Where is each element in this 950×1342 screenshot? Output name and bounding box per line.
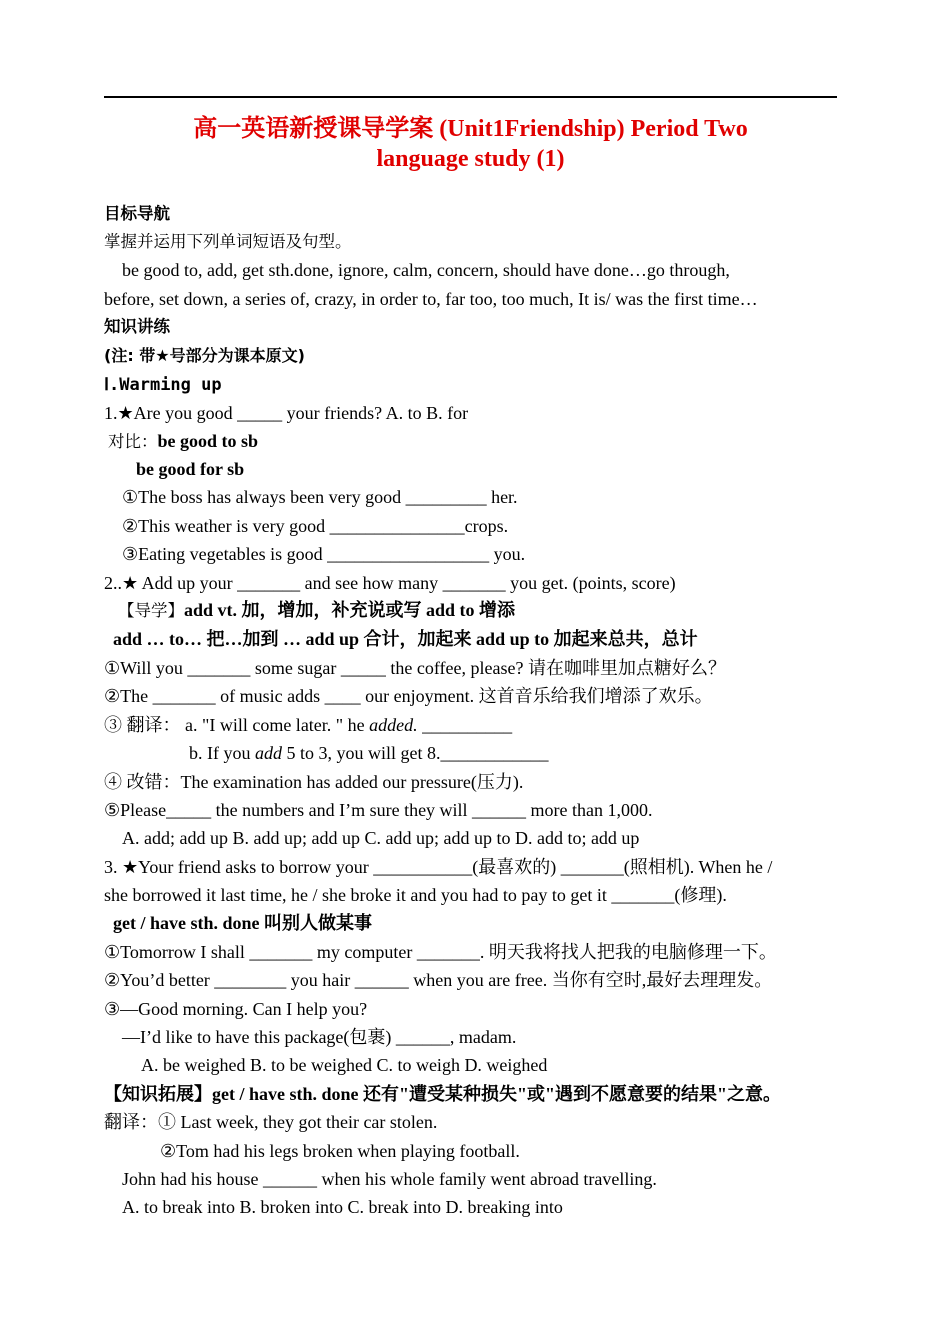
- q2-item-b: ②The _______ of music adds ____ our enjoyment. 这首音乐给我们增添了欢乐。: [104, 686, 713, 706]
- translate-options: A. to break into B. broken into C. break into D. breaking into: [122, 1197, 563, 1217]
- compare-phrase-1: be good to sb: [157, 431, 259, 451]
- section-goal-heading: 目标导航: [104, 204, 170, 223]
- note-text: (注: 带★号部分为课本原文): [104, 346, 305, 365]
- q3-options: A. be weighed B. to be weighed C. to weigh D. weighed: [141, 1055, 548, 1075]
- guide-line-2: add … to… 把…加到 … add up 合计，加起来 add up to 加起来总共，总计: [113, 629, 698, 649]
- guide-bracket: 【导学】: [118, 601, 184, 620]
- question-3-line-1: 3. ★Your friend asks to borrow your ___________(最喜欢的) _______(照相机). When he /: [104, 857, 773, 877]
- compare-phrase-2: be good for sb: [136, 459, 245, 479]
- guide-line: [118, 599, 515, 622]
- section-knowledge-heading: 知识讲练: [104, 317, 170, 336]
- title-line-1: 高一英语新授课导学案 (Unit1Friendship) Period Two: [193, 116, 748, 142]
- question-2: 2..★ Add up your _______ and see how many _______ you get. (points, score): [104, 573, 676, 593]
- q2-item-a: ①Will you _______ some sugar _____ the coffee, please? 请在咖啡里加点糖好么？: [104, 658, 726, 678]
- translate-item-3: John had his house ______ when his whole family went abroad travelling.: [122, 1169, 657, 1189]
- guide-text: add vt. 加，增加，补充说或写 add to 增添: [184, 600, 516, 620]
- translate-item-1: 翻译：① Last week, they got their car stolen.: [104, 1112, 438, 1132]
- goal-text: 掌握并运用下列单词短语及句型。: [104, 232, 352, 251]
- translate-item-2: ②Tom had his legs broken when playing football.: [160, 1141, 520, 1161]
- q2-item-c: [104, 714, 512, 736]
- title-line-2: language study (1): [376, 146, 565, 172]
- knowledge-extension: 【知识拓展】get / have sth. done 还有"遭受某种损失"或"遇到不愿意要的结果"之意。: [104, 1084, 781, 1104]
- question-1: 1.★Are you good _____ your friends? A. to B. for: [104, 403, 469, 423]
- q3-heading: get / have sth. done 叫别人做某事: [113, 913, 373, 933]
- q3-item-a: ①Tomorrow I shall _______ my computer _______. 明天我将找人把我的电脑修理一下。: [104, 942, 777, 962]
- q1-item-a: ①The boss has always been very good _________ her.: [122, 487, 518, 507]
- q3-item-c: ③—Good morning. Can I help you?: [104, 999, 368, 1019]
- vocab-line-1: be good to, add, get sth.done, ignore, calm, concern, should have done…go through,: [122, 260, 730, 280]
- q2-item-d: [189, 742, 549, 764]
- q3-item-b: ②You’d better ________ you hair ______ when you are free. 当你有空时,最好去理理发。: [104, 970, 773, 990]
- vocab-line-2: before, set down, a series of, crazy, in order to, far too, too much, It is/ was the first time…: [104, 289, 758, 309]
- q2-d-suffix: 5 to 3, you will get 8.____________: [282, 743, 549, 763]
- compare-line-1: [108, 430, 258, 453]
- question-3-line-2: she borrowed it last time, he / she broke it and you had to pay to get it _______(修理).: [104, 885, 727, 905]
- q2-c-italic: added.: [369, 715, 418, 735]
- q1-item-b: ②This weather is very good _______________crops.: [122, 516, 509, 536]
- warming-up-heading: Ⅰ.Warming up: [104, 375, 222, 395]
- header-rule: [104, 96, 837, 98]
- q3-item-d: —I’d like to have this package(包裹) ______, madam.: [122, 1027, 517, 1047]
- q2-options: A. add; add up B. add up; add up C. add up; add up to D. add to; add up: [122, 828, 640, 848]
- page-title: [104, 114, 837, 174]
- compare-label: 对比：: [108, 432, 158, 451]
- q1-item-c: ③Eating vegetables is good __________________ you.: [122, 544, 526, 564]
- q2-item-e: ④ 改错：The examination has added our pressure(压力).: [104, 772, 524, 792]
- q2-c-suffix: __________: [417, 715, 513, 735]
- q2-d-prefix: b. If you: [189, 743, 255, 763]
- q2-c-prefix: ③ 翻译： a. "I will come later. " he: [104, 715, 370, 735]
- q2-d-italic: add: [255, 743, 282, 763]
- q2-item-f: ⑤Please_____ the numbers and I’m sure they will ______ more than 1,000.: [104, 800, 653, 820]
